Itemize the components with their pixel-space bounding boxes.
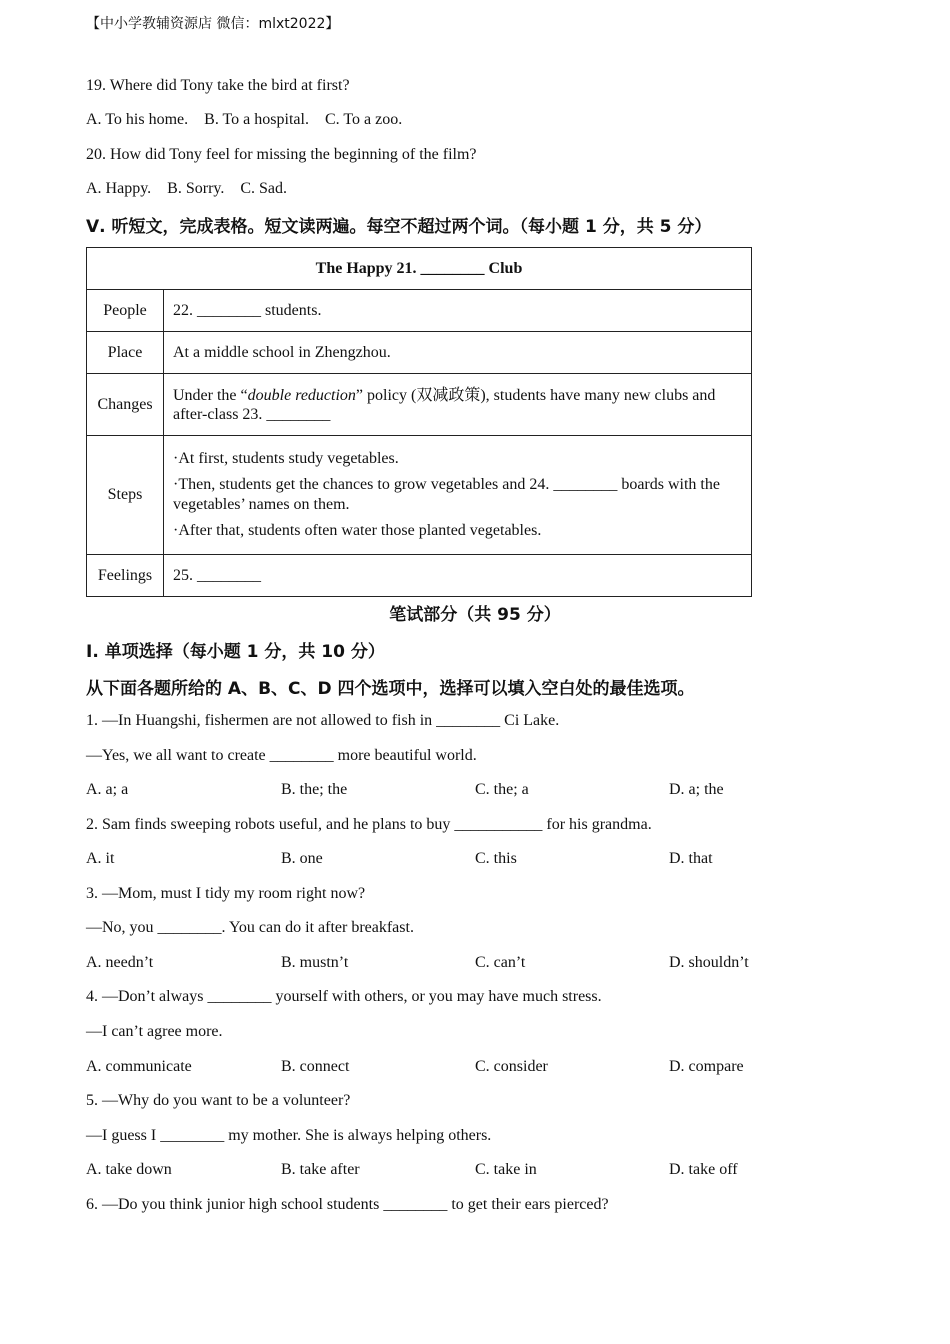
table-row [87,374,752,436]
row-label-place: Place [87,332,164,374]
q3-option-d: D. shouldn’t [669,954,749,971]
question-20-options: A. Happy. B. Sorry. C. Sad. [86,180,288,197]
question-4-line-1: 4. —Don’t always ________ yourself with others, or you may have much stress. [86,988,602,1005]
q4-option-b: B. connect [281,1058,350,1075]
q5-option-b: B. take after [281,1161,360,1178]
written-part-title: 笔试部分（共 95 分） [389,605,561,625]
q1-option-c: C. the; a [475,781,529,798]
section-1-title: Ⅰ. 单项选择（每小题 1 分，共 10 分） [86,642,385,662]
step-1: ·At first, students study vegetables. [173,450,399,467]
q1-option-a: A. a; a [86,781,129,798]
question-4-line-2: —I can’t agree more. [86,1023,223,1040]
question-2: 2. Sam finds sweeping robots useful, and he plans to buy ___________ for his grandma. [86,816,652,833]
table-row [87,555,752,597]
question-5-line-2: —I guess I ________ my mother. She is always helping others. [86,1127,492,1144]
changes-prefix: Under the “ [173,386,248,404]
watermark: 【中小学教辅资源店 微信：mlxt2022】 [86,16,340,32]
q5-option-a: A. take down [86,1161,172,1178]
row-label-people: People [87,290,164,332]
listening-table [86,247,752,597]
row-label-feelings: Feelings [87,555,164,597]
question-1-line-1: 1. —In Huangshi, fishermen are not allowed to fish in ________ Ci Lake. [86,712,560,729]
row-label-steps: Steps [87,436,164,555]
step-2: ·Then, students get the chances to grow vegetables and 24. ________ boards with the vegetables’ names on them. [173,476,720,513]
table-row [87,332,752,374]
table-row [87,436,752,555]
question-6: 6. —Do you think junior high school students ________ to get their ears pierced? [86,1196,609,1213]
q1-option-d: D. a; the [669,781,724,798]
table-row [87,290,752,332]
q3-option-a: A. needn’t [86,954,154,971]
section-5-title: Ⅴ. 听短文，完成表格。短文读两遍。每空不超过两个词。（每小题 1 分，共 5 分） [86,217,712,237]
row-value-steps [164,436,752,555]
row-value-people: 22. ________ students. [164,290,752,332]
q3-option-c: C. can’t [475,954,526,971]
q1-option-b: B. the; the [281,781,348,798]
q4-option-d: D. compare [669,1058,744,1075]
question-3-line-2: —No, you ________. You can do it after breakfast. [86,919,414,936]
question-5-line-1: 5. —Why do you want to be a volunteer? [86,1092,351,1109]
q5-option-d: D. take off [669,1161,738,1178]
q4-option-c: C. consider [475,1058,548,1075]
row-value-place: At a middle school in Zhengzhou. [164,332,752,374]
q2-option-c: C. this [475,850,517,867]
section-1-instruction: 从下面各题所给的 A、B、C、D 四个选项中，选择可以填入空白处的最佳选项。 [86,679,695,699]
question-19: 19. Where did Tony take the bird at first? [86,77,350,94]
step-3: ·After that, students often water those planted vegetables. [173,522,542,539]
row-value-changes [164,374,752,436]
row-value-feelings: 25. ________ [164,555,752,597]
row-label-changes: Changes [87,374,164,436]
q2-option-a: A. it [86,850,115,867]
q2-option-d: D. that [669,850,713,867]
q2-option-b: B. one [281,850,323,867]
table-title: The Happy 21. ________ Club [87,248,752,290]
question-20: 20. How did Tony feel for missing the beginning of the film? [86,146,477,163]
question-3-line-1: 3. —Mom, must I tidy my room right now? [86,885,366,902]
question-1-line-2: —Yes, we all want to create ________ more beautiful world. [86,747,477,764]
changes-italic: double reduction [247,386,356,404]
q5-option-c: C. take in [475,1161,537,1178]
changes-suffix: ” policy (双减政策), students have many new clubs and after-class 23. ________ [173,386,716,423]
q3-option-b: B. mustn’t [281,954,349,971]
table-title-row [87,248,752,290]
q4-option-a: A. communicate [86,1058,192,1075]
question-19-options: A. To his home. B. To a hospital. C. To a zoo. [86,111,403,128]
